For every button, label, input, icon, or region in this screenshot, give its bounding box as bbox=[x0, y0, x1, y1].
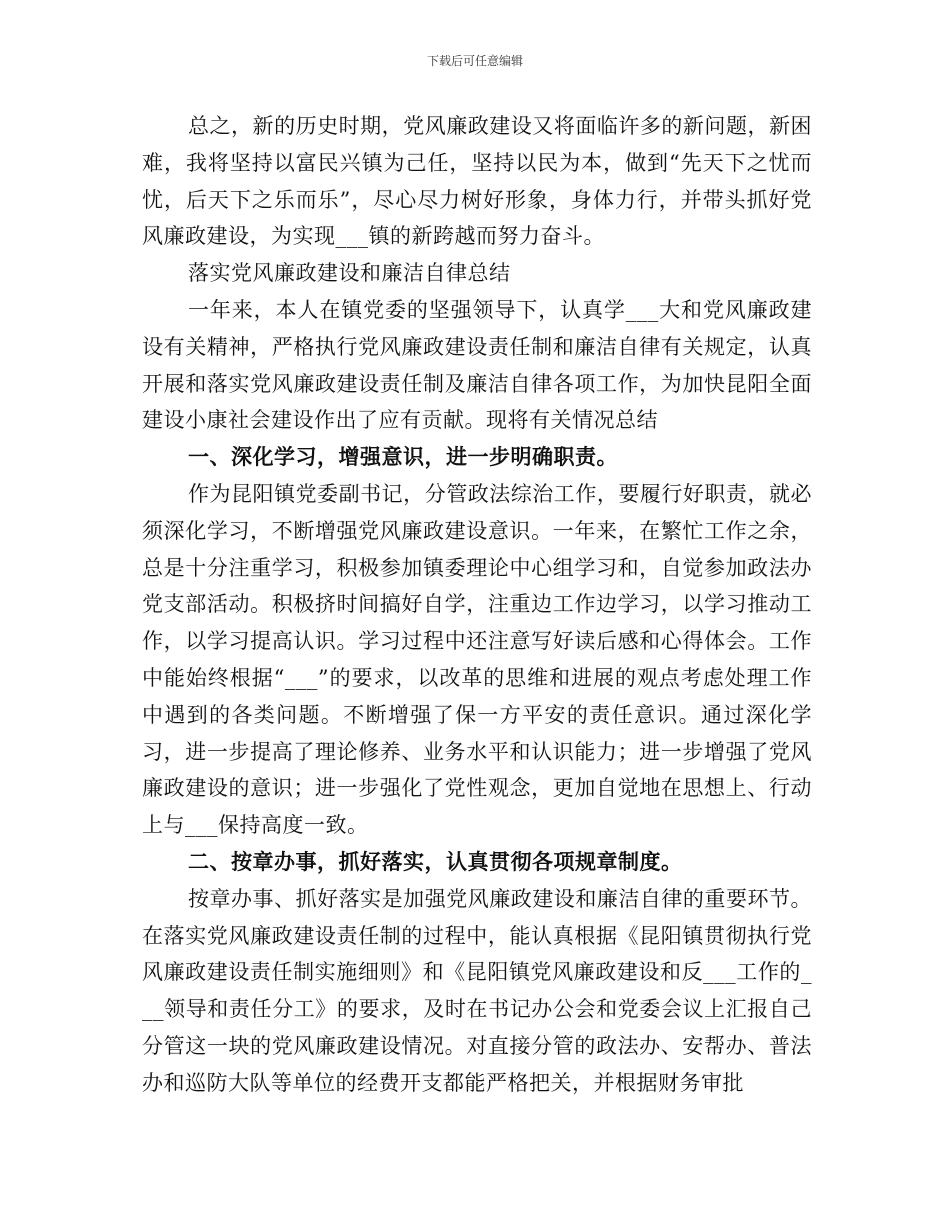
document-body bbox=[142, 108, 812, 1102]
paragraph-intro: 一年来，本人在镇党委的坚强领导下，认真学___大和党风廉政建设有关精神，严格执行党风廉政建设责任制和廉洁自律有关规定，认真开展和落实党风廉政建设责任制及廉洁自律各项工作，为加快昆阳全面建设小康社会建设作出了应有贡献。现将有关情况总结 bbox=[142, 297, 812, 433]
section-heading-2: 二、按章办事，抓好落实，认真贯彻各项规章制度。 bbox=[188, 848, 683, 874]
paragraph-conclusion: 总之，新的历史时期，党风廉政建设又将面临许多的新问题，新困难，我将坚持以富民兴镇为己任，坚持以民为本，做到“先天下之忧而忧，后天下之乐而乐”，尽心尽力树好形象，身体力行，并带头抓好党风廉政建设，为实现___镇的新跨越而努力奋斗。 bbox=[142, 114, 812, 249]
paragraph-section-2: 按章办事、抓好落实是加强党风廉政建设和廉洁自律的重要环节。在落实党风廉政建设责任制的过程中，能认真根据《昆阳镇贯彻执行党风廉政建设责任制实施细则》和《昆阳镇党风廉政建设和反___工作的___领导和责任分工》的要求，及时在书记办公会和党委会议上汇报自己分管这一块的党风廉政建设情况。对直接分管的政法办、安帮办、普法办和巡防大队等单位的经费开支都能严格把关，并根据财务审批 bbox=[142, 886, 812, 1095]
section-heading-1: 一、深化学习，增强意识，进一步明确职责。 bbox=[188, 444, 618, 470]
page-header: 下载后可任意编辑 bbox=[426, 54, 523, 68]
document-title: 落实党风廉政建设和廉洁自律总结 bbox=[188, 261, 511, 286]
paragraph-section-1: 作为昆阳镇党委副书记，分管政法综治工作，要履行好职责，就必须深化学习，不断增强党风廉政建设意识。一年来，在繁忙工作之余，总是十分注重学习，积极参加镇委理论中心组学习和，自觉参加政法办党支部活动。积极挤时间搞好自学，注重边工作边学习，以学习推动工作，以学习提高认识。学习过程中还注意写好读后感和心得体会。工作中能始终根据“___”的要求，以改革的思维和进展的观点考虑处理工作中遇到的各类问题。不断增强了保一方平安的责任意识。通过深化学习，进一步提高了理论修养、业务水平和认识能力；进一步增强了党风廉政建设的意识；进一步强化了党性观念，更加自觉地在思想上、行动上与___保持高度一致。 bbox=[142, 481, 812, 838]
